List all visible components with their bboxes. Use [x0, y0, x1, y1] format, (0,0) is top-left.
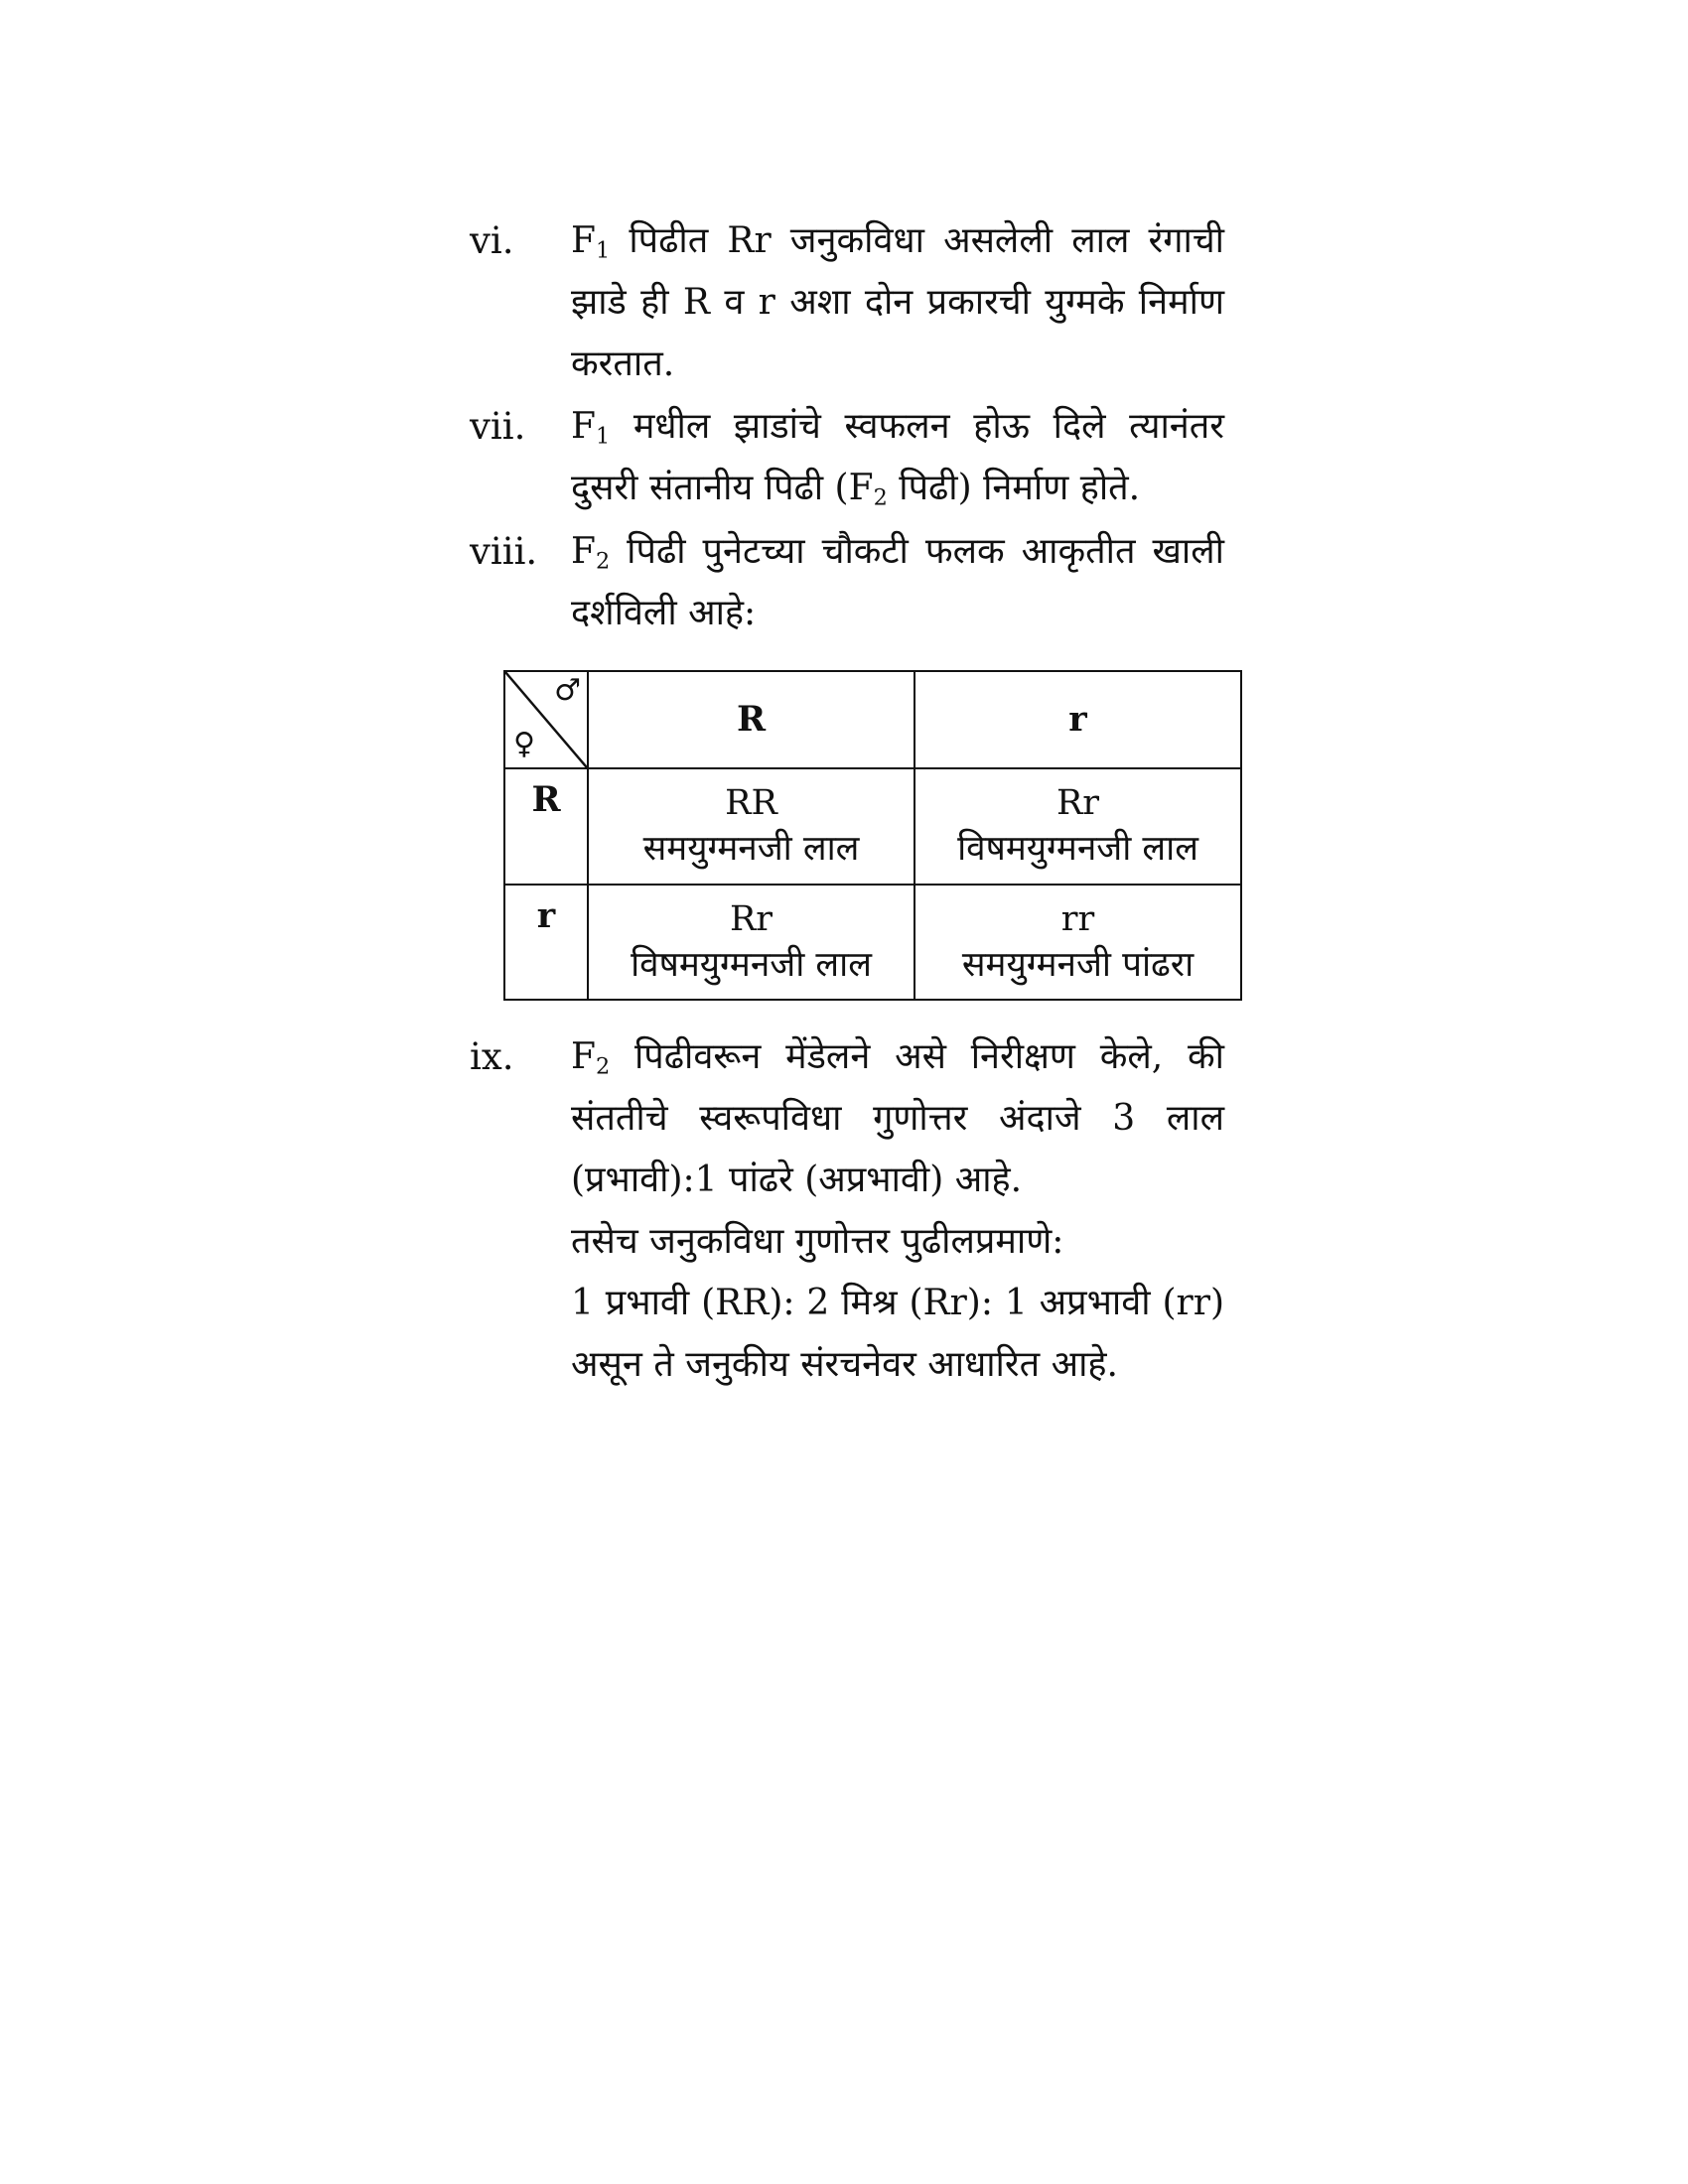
genotype: rr: [1060, 898, 1095, 939]
list-item-vi: [470, 210, 1224, 395]
subscript: 2: [595, 1053, 611, 1080]
text-part: पिढीवरून मेंडेलने असे निरीक्षण केले, की संततीचे स्वरूपविधा गुणोत्तर अंदाजे 3 लाल (प्रभावी):1 पांढरे (अप्रभावी) आहे.: [571, 1036, 1224, 1200]
text-part: F: [571, 220, 596, 261]
text-part: मधील झाडांचे स्वफलन होऊ दिले त्यानंतर दुसरी संतानीय पिढी (F: [571, 406, 1224, 508]
phenotype-label: विषमयुग्मनजी लाल: [957, 829, 1198, 870]
punnett-header-row: [504, 671, 1241, 768]
male-symbol-icon: ♂: [554, 673, 581, 708]
punnett-row: [504, 768, 1241, 884]
text-part: F: [571, 406, 596, 447]
punnett-square: [503, 670, 1242, 1001]
paragraph: [571, 1026, 1224, 1211]
subscript: 1: [595, 423, 611, 450]
item-text: [571, 210, 1224, 395]
subscript: 1: [595, 237, 611, 264]
punnett-cell: [588, 768, 914, 884]
item-number: ix.: [470, 1035, 514, 1078]
punnett-row: [504, 885, 1241, 1000]
punnett-cell: [914, 885, 1241, 1000]
phenotype-label: विषमयुग्मनजी लाल: [631, 944, 872, 985]
phenotype-label: समयुग्मनजी लाल: [642, 829, 860, 870]
item-number: vi.: [470, 219, 514, 262]
text-part: पिढी) निर्माण होते.: [887, 468, 1141, 508]
list-item-vii: [470, 396, 1224, 519]
item-text: [571, 521, 1224, 644]
item-text: [571, 1026, 1224, 1396]
corner-cell: [504, 671, 588, 768]
text-part: F: [571, 1036, 596, 1077]
item-number: viii.: [470, 530, 538, 573]
text-part: पिढी पुनेटच्या चौकटी फलक आकृतीत खाली दर्शविली आहे:: [571, 531, 1224, 633]
subscript: 2: [873, 484, 888, 511]
genotype: Rr: [1055, 783, 1100, 824]
paragraph: तसेच जनुकविधा गुणोत्तर पुढीलप्रमाणे:: [571, 1221, 1064, 1262]
genotype: RR: [725, 783, 777, 824]
row-header-r: r: [504, 885, 588, 1000]
item-text: [571, 396, 1224, 519]
phenotype-label: समयुग्मनजी पांढरा: [961, 944, 1195, 985]
female-symbol-icon: ♀: [513, 727, 535, 762]
col-header-r: r: [914, 671, 1241, 768]
punnett-cell: [588, 885, 914, 1000]
text-part: पिढीत Rr जनुकविधा असलेली लाल रंगाची झाडे ही R व r अशा दोन प्रकारची युग्मके निर्माण करतात.: [571, 220, 1224, 384]
punnett-cell: [914, 768, 1241, 884]
subscript: 2: [595, 548, 611, 575]
text-part: F: [571, 531, 596, 572]
genotype: Rr: [729, 898, 774, 939]
list-item-viii: [470, 521, 1224, 644]
list-item-ix: [470, 1026, 1224, 1396]
col-header-R: R: [588, 671, 914, 768]
item-number: vii.: [470, 405, 526, 448]
row-header-R: R: [504, 768, 588, 884]
paragraph: 1 प्रभावी (RR): 2 मिश्र (Rr): 1 अप्रभावी (rr) असून ते जनुकीय संरचनेवर आधारित आहे.: [571, 1283, 1224, 1385]
